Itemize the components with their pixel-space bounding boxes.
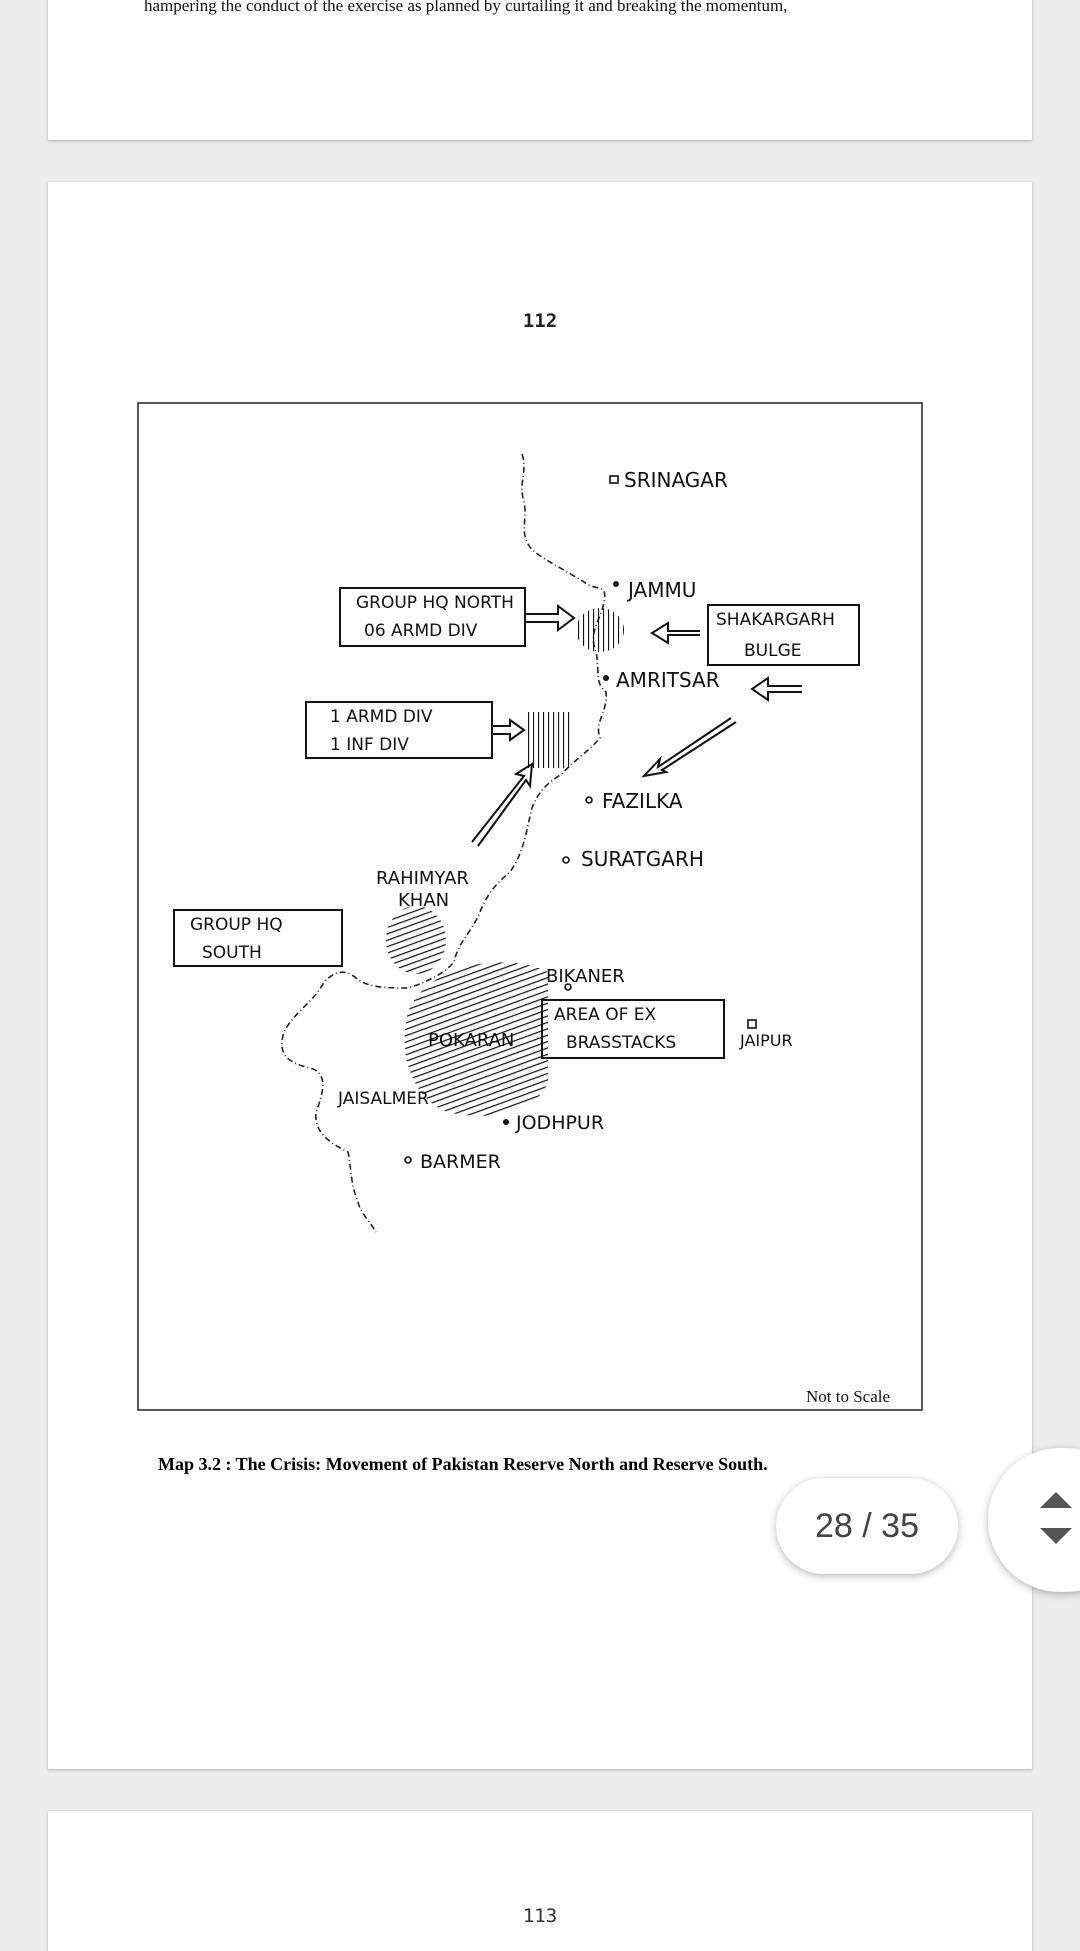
map-frame — [138, 403, 922, 1410]
box-label-area-of-ex: AREA OF EX — [554, 1005, 657, 1025]
label-srinagar: SRINAGAR — [624, 468, 728, 492]
arrow-shakargarh-left — [652, 623, 700, 643]
label-jaipur: JAIPUR — [740, 1031, 793, 1050]
label-rahimyar: RAHIMYAR — [376, 868, 469, 889]
arrow-diagonal-sw — [644, 718, 736, 776]
hatched-area-north — [576, 608, 624, 652]
arrow-amritsar-left — [752, 678, 802, 700]
map-caption: Map 3.2 : The Crisis: Movement of Pakistan Reserve North and Reserve South. — [158, 1454, 768, 1474]
box-label-1-inf-div: 1 INF DIV — [330, 735, 409, 755]
page-indicator: 28 / 35 — [776, 1478, 958, 1574]
previous-page-last-line: hampering the conduct of the exercise as planned by curtailing it and breaking the momentum, — [144, 0, 788, 15]
page-number: 112 — [522, 310, 558, 332]
label-jodhpur: JODHPUR — [516, 1112, 605, 1134]
hatched-area-rahimyar — [386, 906, 446, 974]
label-pokaran: POKARAN — [428, 1030, 515, 1051]
label-jammu: JAMMU — [628, 578, 697, 602]
box-label-1-armd-div: 1 ARMD DIV — [330, 707, 433, 727]
scale-note: Not to Scale — [806, 1387, 891, 1406]
box-label-group-hq-north: GROUP HQ NORTH — [356, 593, 514, 613]
label-jaisalmer: JAISALMER — [338, 1089, 429, 1109]
label-suratgarh: SURATGARH — [581, 847, 704, 871]
box-label-south: SOUTH — [202, 943, 262, 963]
next-page-number-peek: 113 — [522, 1905, 558, 1927]
label-bikaner: BIKANER — [546, 966, 625, 987]
box-label-group-hq: GROUP HQ — [190, 915, 283, 935]
label-amritsar: AMRITSAR — [616, 668, 720, 692]
label-khan: KHAN — [398, 890, 450, 911]
box-label-brasstacks: BRASSTACKS — [566, 1033, 677, 1053]
arrow-north-right — [525, 606, 574, 630]
box-label-bulge: BULGE — [744, 641, 802, 661]
label-barmer: BARMER — [420, 1151, 501, 1173]
arrow-armd-right — [492, 720, 524, 740]
hatched-area-armd — [528, 712, 572, 768]
scroll-up-arrow-icon — [1040, 1492, 1072, 1508]
scroll-down-arrow-icon — [1040, 1528, 1072, 1544]
previous-page — [48, 0, 1032, 140]
arrow-diagonal-ne — [472, 764, 532, 846]
box-label-06-armd-div: 06 ARMD DIV — [364, 621, 478, 641]
next-page — [48, 1811, 1032, 1951]
label-fazilka: FAZILKA — [602, 789, 683, 813]
box-label-shakargarh: SHAKARGARH — [716, 610, 835, 630]
